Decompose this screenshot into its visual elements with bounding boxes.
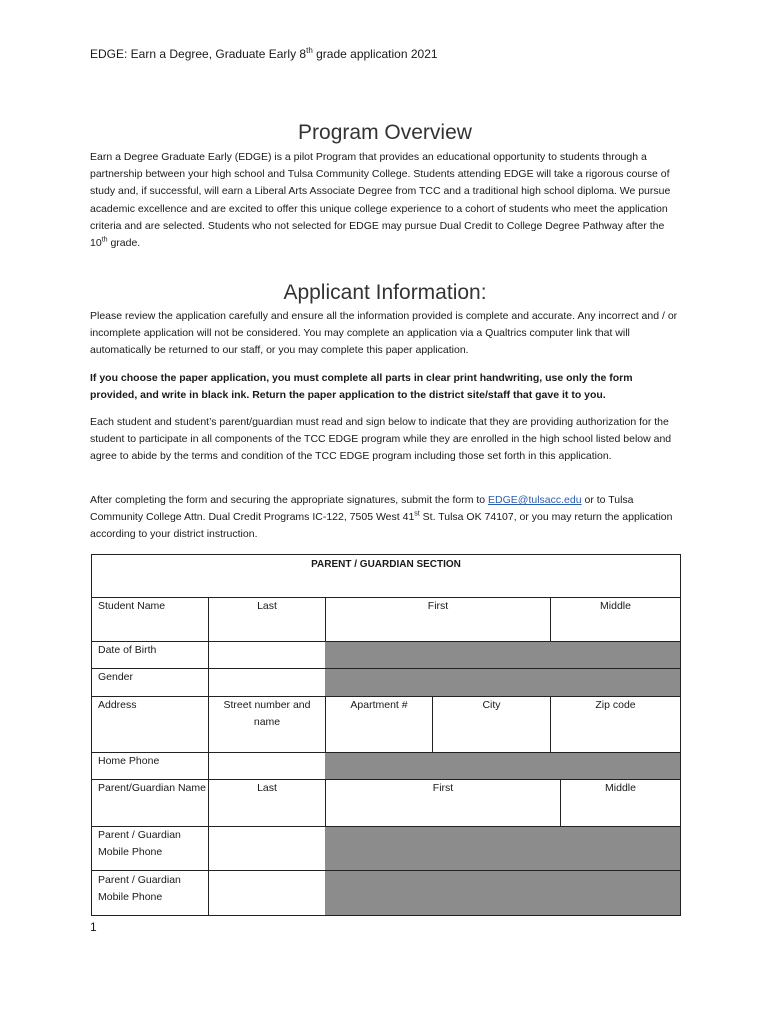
mobile-phone-1-field[interactable] bbox=[209, 827, 325, 870]
page-number: 1 bbox=[90, 920, 97, 934]
submission-instructions: After completing the form and securing the appropriate signatures, submit the form to EDGE@tulsacc.edu or to Tulsa Community College Attn. Dual Credit Programs IC-122, 7505 West 41st St. Tulsa OK 74107, or you may return the application according to your district instruction. bbox=[90, 494, 673, 541]
gender-field[interactable] bbox=[209, 669, 325, 696]
paper-application-warning: If you choose the paper application, you must complete all parts in clear print handwriting, use only the form provided, and write in black ink. Return the paper application to the district site/staff that gave it to you. bbox=[90, 372, 633, 402]
address-label: Address bbox=[98, 699, 137, 711]
review-instructions: Please review the application carefully and ensure all the information provided is complete and accurate. Any incorrect and / or incomplete application will not be considered. You may complete an application via a Qualtrics computer link that will automatically be returned to our staff, or you may complete this paper application. bbox=[90, 310, 678, 357]
mobile-phone-2-field[interactable] bbox=[209, 871, 325, 915]
home-phone-label: Home Phone bbox=[98, 755, 160, 767]
page-header: EDGE: Earn a Degree, Graduate Early 8th grade application 2021 bbox=[90, 46, 438, 61]
student-middle-field[interactable]: Middle bbox=[600, 600, 631, 612]
street-field[interactable]: Street number and name bbox=[223, 699, 311, 728]
apartment-field[interactable]: Apartment # bbox=[350, 699, 408, 711]
dob-label: Date of Birth bbox=[98, 644, 157, 656]
dob-field[interactable] bbox=[209, 642, 325, 668]
authorization-paragraph: Each student and student’s parent/guardian must read and sign below to indicate that they are providing authorization for the student to participate in all components of the TCC EDGE program while they are enrolled in the high school listed below and agree to abide by the terms and condition of the TCC EDGE program including those set forth in this application. bbox=[90, 416, 672, 463]
home-phone-field[interactable] bbox=[209, 753, 325, 779]
student-first-field[interactable]: First bbox=[427, 600, 449, 612]
guardian-middle-field[interactable]: Middle bbox=[605, 782, 636, 794]
guardian-first-field[interactable]: First bbox=[432, 782, 454, 794]
mobile-phone-2-label: Parent / Guardian Mobile Phone bbox=[98, 874, 181, 903]
guardian-last-field[interactable]: Last bbox=[257, 782, 277, 794]
mobile-2-shaded-cell bbox=[325, 870, 681, 916]
student-name-label: Student Name bbox=[98, 600, 166, 612]
dob-shaded-cell bbox=[325, 641, 681, 668]
guardian-name-label: Parent/Guardian Name bbox=[98, 782, 206, 794]
program-overview-body: Earn a Degree Graduate Early (EDGE) is a pilot Program that provides an educational opportunity to students through a partnership between your high school and Tulsa Community College. Students attending EDGE will take a rigorous course of study and, if successful, will earn a Liberal Arts Associate Degree from TCC and a traditional high school diploma. We pursue academic excellence and are excited to offer this unique college experience to a cohort of students who meet the application criteria and are selected. Students who not selected for EDGE may pursue Dual Credit to College Degree Pathway after the 10th grade. bbox=[90, 151, 671, 250]
mobile-phone-1-label: Parent / Guardian Mobile Phone bbox=[98, 829, 181, 858]
home-phone-shaded-cell bbox=[325, 752, 681, 779]
parent-guardian-form bbox=[91, 554, 681, 916]
program-overview-title: Program Overview bbox=[298, 121, 472, 144]
gender-shaded-cell bbox=[325, 668, 681, 696]
student-last-field[interactable]: Last bbox=[257, 600, 277, 612]
section-title: PARENT / GUARDIAN SECTION bbox=[311, 559, 461, 570]
city-field[interactable]: City bbox=[482, 699, 501, 711]
gender-label: Gender bbox=[98, 671, 134, 683]
zip-field[interactable]: Zip code bbox=[595, 699, 636, 711]
applicant-information-title: Applicant Information: bbox=[283, 281, 487, 304]
mobile-1-shaded-cell bbox=[325, 826, 681, 870]
email-link[interactable]: EDGE@tulsacc.edu bbox=[488, 494, 582, 506]
